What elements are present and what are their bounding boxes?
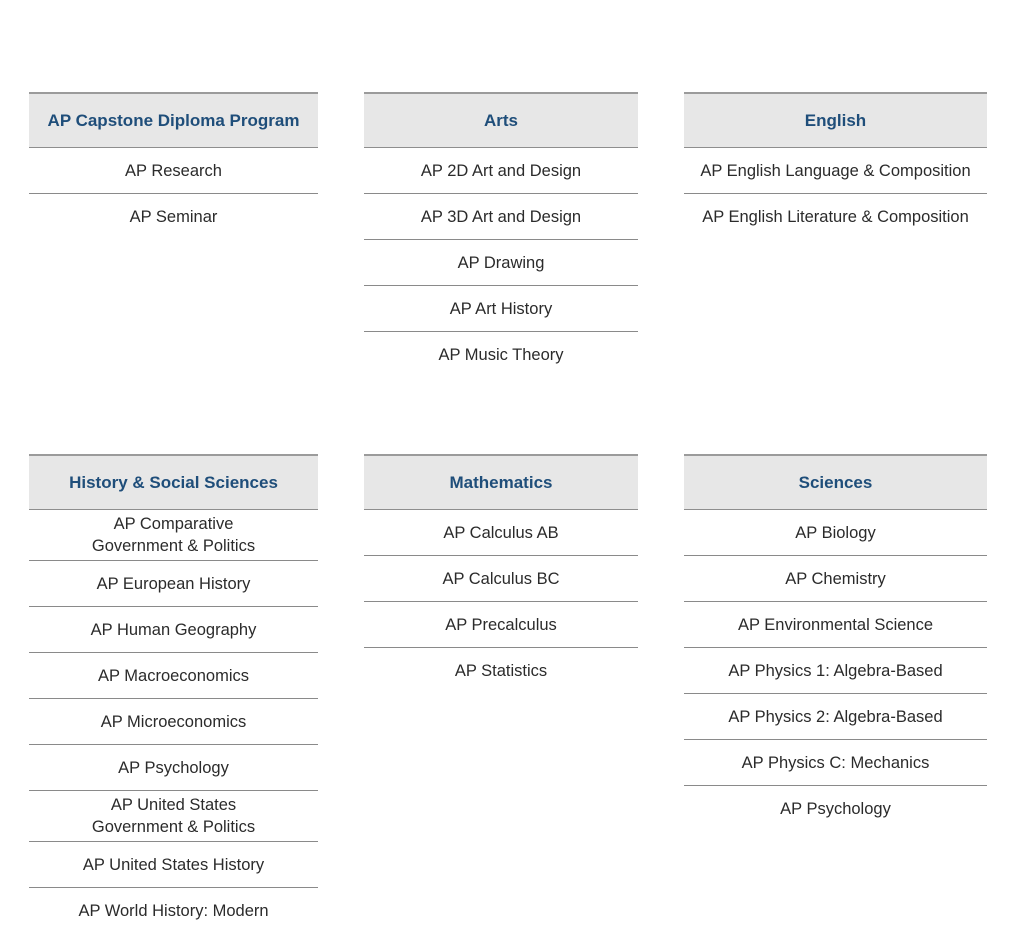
table-history-social-sciences — [29, 454, 318, 933]
table-sciences — [684, 454, 987, 831]
course-item: AP Chemistry — [684, 556, 987, 602]
table-capstone — [29, 92, 318, 239]
course-item: AP English Literature & Composition — [702, 207, 969, 226]
course-item: AP Psychology — [780, 799, 891, 818]
course-item: AP Art History — [364, 286, 638, 332]
table-english — [684, 92, 987, 239]
course-item: AP English Language & Composition — [684, 148, 987, 194]
table-heading: History & Social Sciences — [29, 456, 318, 510]
table-arts — [364, 92, 638, 377]
course-item: AP Microeconomics — [29, 699, 318, 745]
course-item: AP Physics C: Mechanics — [684, 740, 987, 786]
course-item: AP World History: Modern — [78, 901, 269, 920]
table-heading: Mathematics — [364, 456, 638, 510]
table-heading: AP Capstone Diploma Program — [29, 94, 318, 148]
course-item: AP United States Government & Politics — [29, 791, 318, 842]
table-heading: Sciences — [684, 456, 987, 510]
course-item: AP Drawing — [364, 240, 638, 286]
table-mathematics — [364, 454, 638, 693]
course-item: AP Statistics — [454, 661, 548, 680]
course-item: AP Physics 1: Algebra-Based — [684, 648, 987, 694]
course-item: AP Calculus BC — [364, 556, 638, 602]
course-item: AP Physics 2: Algebra-Based — [684, 694, 987, 740]
table-heading: English — [684, 94, 987, 148]
course-item: AP Precalculus — [364, 602, 638, 648]
course-item: AP Environmental Science — [684, 602, 987, 648]
course-item: AP Comparative Government & Politics — [29, 510, 318, 561]
course-item: AP Macroeconomics — [29, 653, 318, 699]
course-item: AP United States History — [29, 842, 318, 888]
course-item: AP Human Geography — [29, 607, 318, 653]
course-item: AP Seminar — [129, 207, 218, 226]
course-item: AP Calculus AB — [364, 510, 638, 556]
course-item: AP Music Theory — [438, 345, 564, 364]
course-item: AP Research — [29, 148, 318, 194]
course-item: AP 3D Art and Design — [364, 194, 638, 240]
course-item: AP Psychology — [29, 745, 318, 791]
course-item: AP European History — [29, 561, 318, 607]
course-item: AP 2D Art and Design — [364, 148, 638, 194]
table-heading: Arts — [364, 94, 638, 148]
course-item: AP Biology — [684, 510, 987, 556]
